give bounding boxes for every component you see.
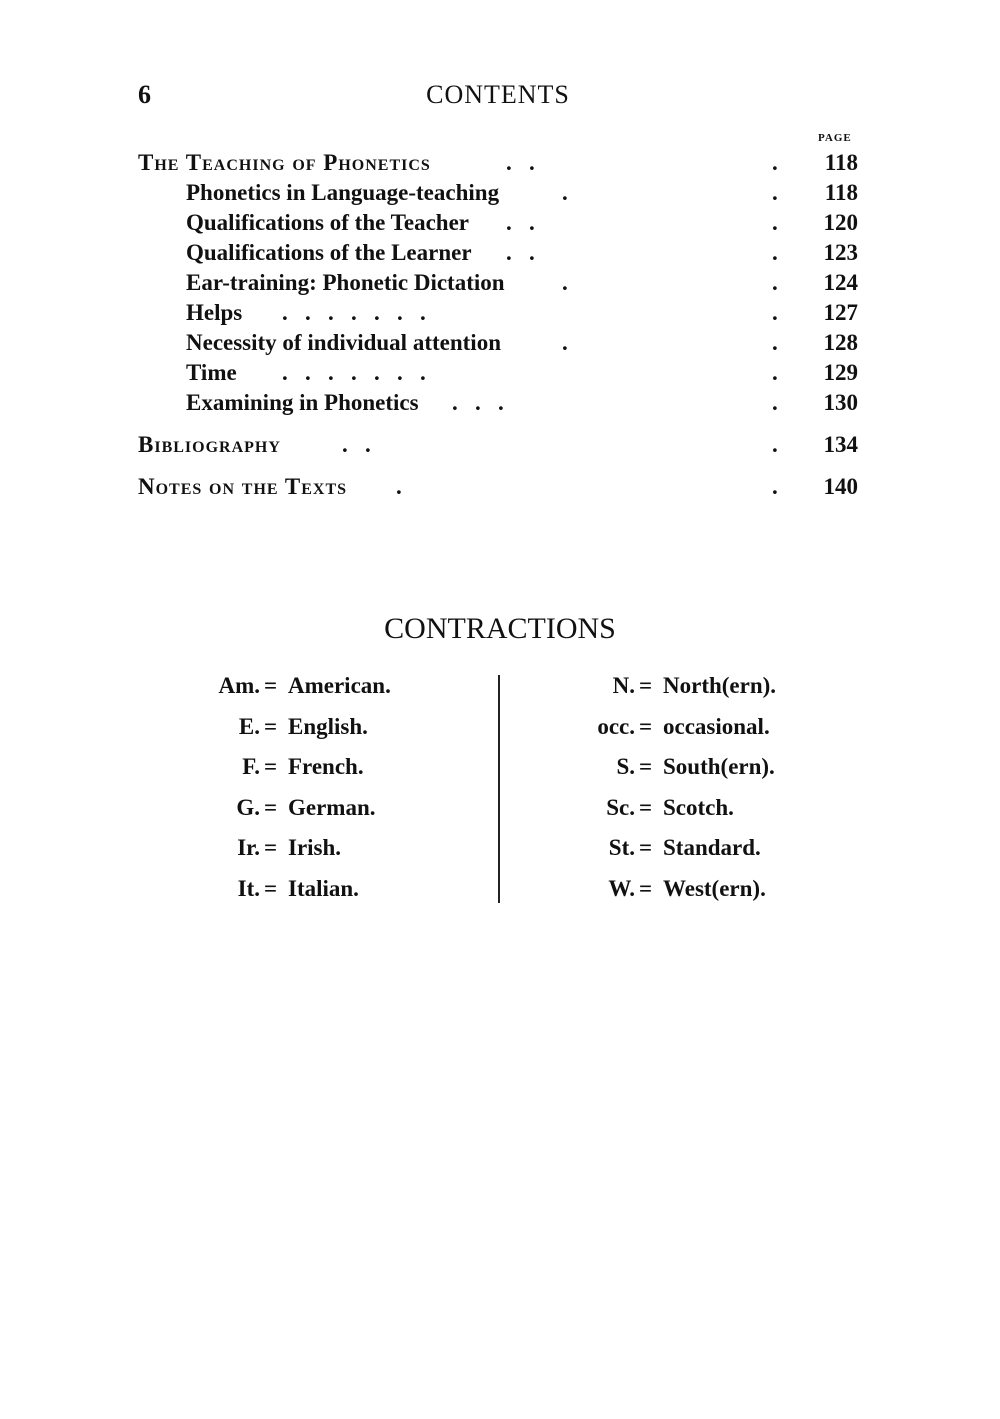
contraction-item	[555, 749, 815, 790]
abbreviation: It.	[237, 875, 260, 901]
toc-leader-dot: .	[772, 330, 778, 355]
abbreviation-meaning: Irish.	[288, 835, 342, 860]
toc-entry-page: 123	[823, 240, 858, 265]
abbreviation-meaning: Scotch.	[663, 794, 734, 820]
toc-leader-dots: .	[396, 474, 402, 499]
toc-leader-dot: .	[772, 150, 778, 175]
contractions-heading: CONTRACTIONS	[384, 612, 616, 645]
abbreviation: S.	[616, 754, 635, 779]
toc-entry-page: 118	[824, 150, 858, 175]
abbreviation-meaning: West(ern).	[663, 875, 766, 901]
contractions-right-column	[555, 668, 815, 911]
toc-entry-title: Qualifications of the Learner	[186, 240, 472, 265]
equals-sign: =	[639, 754, 653, 779]
equals-sign: =	[639, 673, 653, 698]
toc-leader-dot: .	[772, 270, 778, 295]
toc-entry	[138, 328, 858, 358]
toc-entry-page: 120	[823, 210, 858, 235]
toc-leader-dot: .	[772, 390, 778, 415]
contraction-item	[180, 830, 480, 871]
toc-entry-title: Ear-training: Phonetic Dictation	[186, 270, 505, 295]
toc-entry-page: 127	[823, 300, 858, 325]
toc-leader-dot: .	[772, 240, 778, 265]
contraction-item	[555, 709, 815, 750]
abbreviation: Ir.	[237, 835, 260, 860]
toc-entry	[138, 430, 858, 460]
abbreviation: St.	[608, 835, 635, 860]
toc-leader-dots: . .	[506, 240, 535, 265]
toc-entry-title: Qualifications of the Teacher	[186, 210, 470, 235]
equals-sign: =	[639, 713, 653, 739]
equals-sign: =	[264, 754, 278, 779]
abbreviation-meaning: American.	[288, 673, 391, 698]
toc-entry	[138, 472, 858, 502]
equals-sign: =	[264, 713, 278, 739]
abbreviation-meaning: French.	[288, 754, 364, 779]
toc-entry-page: 129	[823, 360, 858, 385]
toc-entry	[138, 148, 858, 178]
abbreviation-meaning: South(ern).	[663, 754, 775, 779]
contraction-item	[180, 668, 480, 709]
contraction-item	[180, 709, 480, 750]
page-number: 6	[138, 80, 151, 109]
abbreviation: N.	[612, 673, 635, 698]
equals-sign: =	[639, 835, 653, 860]
toc-leader-dots: . .	[342, 432, 371, 457]
toc-leader-dot: .	[772, 210, 778, 235]
abbreviation-meaning: English.	[288, 713, 368, 739]
abbreviation-meaning: North(ern).	[663, 673, 777, 698]
contraction-item	[180, 790, 480, 831]
toc-entry-title: Examining in Phonetics	[186, 390, 419, 415]
toc-entry-title: Bibliography	[138, 432, 281, 457]
toc-entry	[138, 178, 858, 208]
toc-entry	[138, 208, 858, 238]
toc-entry-title: The Teaching of Phonetics	[138, 150, 431, 175]
abbreviation-meaning: Standard.	[663, 835, 761, 860]
toc-leader-dot: .	[772, 180, 778, 205]
equals-sign: =	[264, 673, 278, 698]
contraction-item	[555, 668, 815, 709]
toc-leader-dots: . . . . . . .	[282, 360, 426, 385]
abbreviation: E.	[238, 713, 260, 739]
abbreviation: occ.	[597, 713, 635, 739]
toc-leader-dot: .	[772, 360, 778, 385]
running-title: CONTENTS	[426, 80, 570, 109]
toc-leader-dots: . . .	[452, 390, 504, 415]
toc-leader-dot: .	[772, 300, 778, 325]
page-header	[138, 80, 858, 116]
abbreviation-meaning: occasional.	[663, 713, 770, 739]
toc-leader-dot: .	[772, 474, 778, 499]
toc-entry	[138, 358, 858, 388]
contractions-left-column	[180, 668, 480, 911]
toc-entry	[138, 238, 858, 268]
toc-entry-page: 140	[823, 474, 858, 499]
toc-entry-title: Time	[186, 360, 237, 385]
abbreviation: W.	[608, 875, 635, 901]
toc-entry-page: 134	[823, 432, 858, 457]
toc-leader-dots: .	[562, 180, 568, 205]
toc-entry	[138, 388, 858, 418]
toc-entry-title: Notes on the Texts	[138, 474, 348, 499]
page-column-label: PAGE	[818, 132, 852, 144]
equals-sign: =	[264, 835, 278, 860]
abbreviation: Sc.	[606, 794, 635, 820]
table-of-contents	[138, 148, 858, 502]
toc-entry-page: 130	[823, 390, 858, 415]
abbreviation-meaning: Italian.	[288, 875, 359, 901]
toc-entry-title: Phonetics in Language-teaching	[186, 180, 500, 205]
toc-entry	[138, 268, 858, 298]
column-divider	[498, 675, 500, 903]
toc-leader-dots: . .	[506, 150, 535, 175]
abbreviation: G.	[236, 794, 260, 820]
contraction-item	[180, 749, 480, 790]
contraction-item	[555, 790, 815, 831]
toc-entry-page: 124	[823, 270, 858, 295]
equals-sign: =	[264, 794, 278, 820]
abbreviation-meaning: German.	[288, 794, 376, 820]
toc-leader-dots: .	[562, 330, 568, 355]
contraction-item	[180, 871, 480, 912]
toc-entry-title: Necessity of individual attention	[186, 330, 501, 355]
contraction-item	[555, 871, 815, 912]
toc-leader-dot: .	[772, 432, 778, 457]
toc-entry-title: Helps	[186, 300, 243, 325]
toc-entry	[138, 298, 858, 328]
toc-entry-page: 118	[824, 180, 858, 205]
equals-sign: =	[264, 875, 278, 901]
equals-sign: =	[639, 794, 653, 820]
toc-leader-dots: . .	[506, 210, 535, 235]
abbreviation: F.	[242, 754, 260, 779]
contraction-item	[555, 830, 815, 871]
toc-leader-dots: .	[562, 270, 568, 295]
abbreviation: Am.	[218, 673, 260, 698]
toc-leader-dots: . . . . . . .	[282, 300, 426, 325]
equals-sign: =	[639, 875, 653, 901]
toc-entry-page: 128	[823, 330, 858, 355]
